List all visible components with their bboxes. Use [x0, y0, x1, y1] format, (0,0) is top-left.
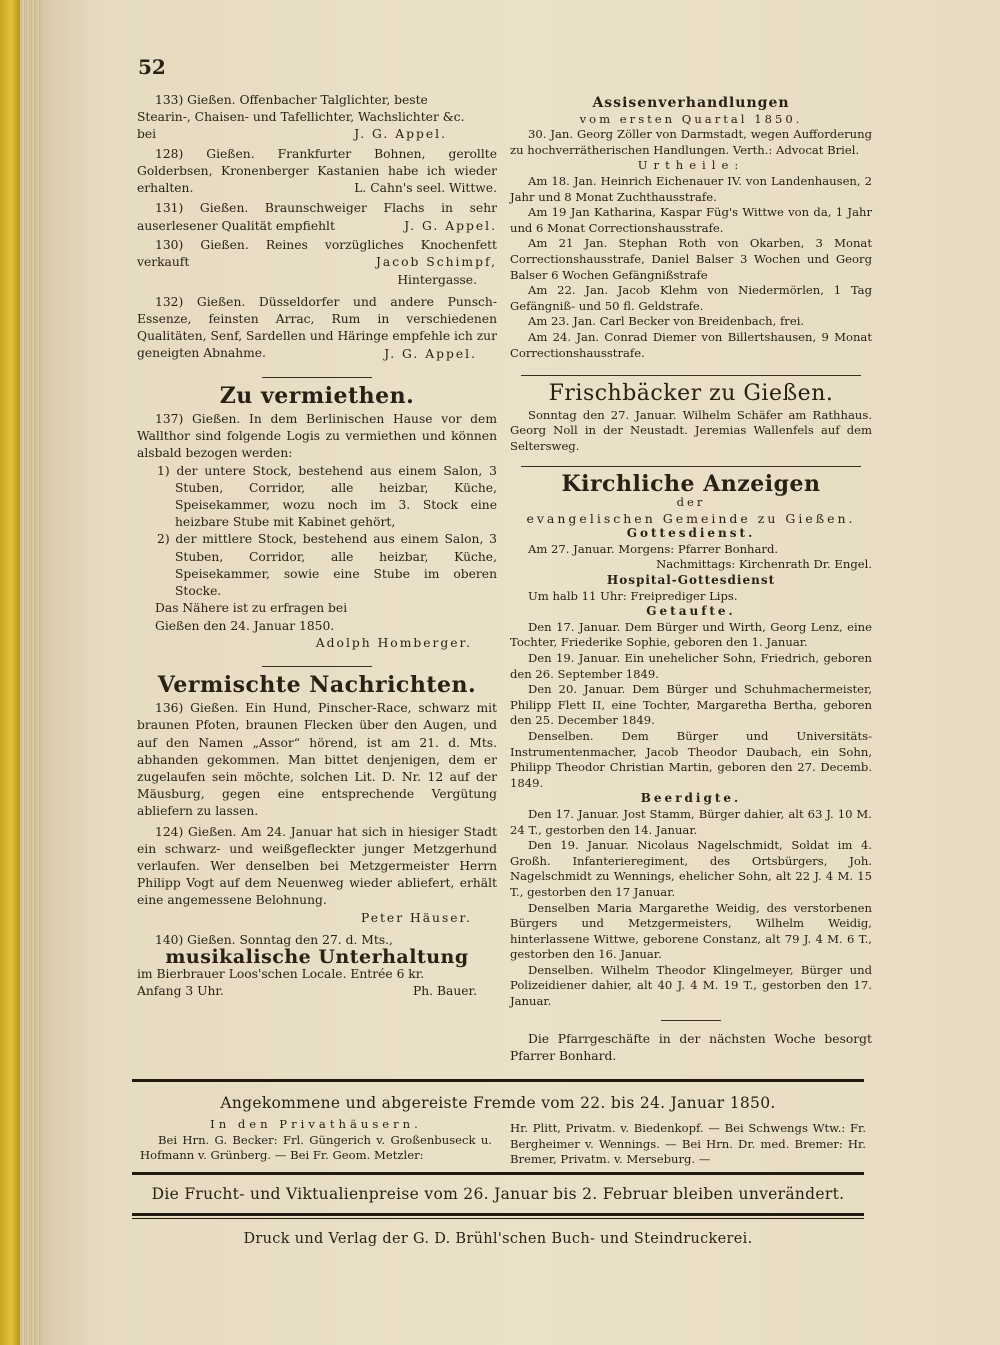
burial-entry: Denselben Maria Margarethe Weidig, des verstorbenen Bürgers und Metzgermeisters, Wilhelm Weidig, hinterlassene Wittwe, geborene Constanz, alt 79 J. 4 M. 6 T., gestorben den 16. Januar.: [510, 900, 872, 962]
divider: [521, 466, 861, 467]
rent-intro: 137) Gießen. In dem Berlinischen Hause vor dem Wallthor sind folgende Logis zu vermiethen und können alsbald bezogen werden:: [137, 412, 497, 461]
bakers-heading: Frischbäcker zu Gießen.: [548, 381, 834, 407]
ad-132: 132) Gießen. Düsseldorfer und andere Punsch-Essenze, feinsten Arrac, Rum in verschiedenen Qualitäten, Senf, Sardellen und Häringe empfehle ich zur geneigten Abnahme. J. G. Appel.: [137, 294, 497, 361]
burial-entry: Den 17. Januar. Jost Stamm, Bürger dahier, alt 63 J. 10 M. 24 T., gestorben den 14. Januar.: [510, 806, 872, 837]
buried-heading: Beerdigte.: [640, 791, 742, 806]
ad-130: 130) Gießen. Reines vorzügliches Knochenfett verkauft Jacob Schimpf, Hintergasse.: [137, 238, 497, 287]
divider: [661, 1020, 721, 1021]
baptism-entry: Den 20. Januar. Dem Bürger und Schuhmachermeister, Philipp Flett II, eine Tochter, Margaretha Bertha, geboren den 25. December 1849.: [510, 682, 872, 728]
misc-item-140: 140) Gießen. Sonntag den 27. d. Mts.,: [155, 932, 393, 947]
prices-section: [132, 1172, 864, 1247]
church-heading: Kirchliche Anzeigen: [561, 471, 821, 498]
verdict-item: Am 21 Jan. Stephan Roth von Okarben, 3 Monat Correctionshausstrafe, Daniel Balser 3 Wochen und Georg Balser 6 Wochen Gefängnißstrafe: [510, 236, 872, 282]
ad-131: 131) Gießen. Braunschweiger Flachs in sehr auserlesener Qualität empfiehlt J. G. Appel.: [137, 201, 497, 233]
verdict-item: Am 19 Jan Katharina, Kaspar Füg's Wittwe von da, 1 Jahr und 6 Monat Correctionshausstrafe.: [510, 205, 872, 235]
verdict-item: Am 23. Jan. Carl Becker von Breidenbach, frei.: [528, 314, 805, 329]
baptism-entry: Denselben. Dem Bürger und Universitäts-Instrumentenmacher, Jacob Theodor Daubach, ein Sohn, Philipp Theodor Christian Martin, geboren den 27. Decemb. 1849.: [510, 728, 872, 790]
divider: [262, 666, 372, 667]
baptised-heading: Getaufte.: [646, 604, 736, 619]
divider: [521, 375, 861, 376]
rent-more: Das Nähere ist zu erfragen bei: [155, 601, 348, 616]
rent-heading: Zu vermiethen.: [219, 382, 415, 409]
service-heading: Gottesdienst.: [626, 526, 756, 541]
service-afternoon: Nachmittags: Kirchenrath Dr. Engel.: [656, 557, 872, 572]
left-column: [137, 92, 497, 1001]
verdict-item: Am 18. Jan. Heinrich Eichenauer IV. von Landenhausen, 2 Jahr und 8 Monat Zuchthausstrafe.: [510, 173, 872, 204]
rent-signature: Adolph Homberger.: [315, 635, 472, 650]
misc-item-124: 124) Gießen. Am 24. Januar hat sich in hiesiger Stadt ein schwarz- und weißgefleckter junger Metzgerhund verlaufen. Wer denselben bei Metzgermeister Herrn Philipp Vogt auf dem Neuenweg wieder abliefert, erhält eine angemessene Belohnung.: [137, 824, 497, 908]
assise-heading: Assisenverhandlungen: [592, 95, 790, 111]
arrivals-right: [510, 1121, 866, 1168]
baptism-entry: Den 19. Januar. Ein unehelicher Sohn, Friedrich, geboren den 26. September 1849.: [510, 651, 872, 681]
verdict-item: Am 24. Jan. Conrad Diemer von Billertshausen, 9 Monat Correctionshausstrafe.: [510, 329, 872, 360]
concert-venue: im Bierbrauer Loos'schen Locale. Entrée 6 kr.: [137, 967, 425, 982]
concert-time: Anfang 3 Uhr.: [137, 984, 224, 999]
heavy-rule: [132, 1079, 864, 1082]
heavy-rule: [132, 1213, 864, 1216]
verdicts-heading: Urtheile:: [637, 158, 745, 173]
misc-item-124-signature: Peter Häuser.: [360, 910, 472, 925]
verdict-item: Am 22. Jan. Jacob Klehm von Niedermörlen, 1 Tag Gefängniß- und 50 fl. Geldstrafe.: [510, 283, 872, 313]
page-number: 52: [138, 55, 166, 79]
misc-heading: Vermischte Nachrichten.: [157, 671, 477, 698]
thin-rule: [132, 1218, 864, 1219]
ad-128: 128) Gießen. Frankfurter Bohnen, gerollte Golderbsen, Kronenberger Kastanien habe ich wieder erhalten. L. Cahn's seel. Wittwe.: [137, 146, 497, 196]
rent-item-1: 1) der untere Stock, bestehend aus einem Salon, 3 Stuben, Corridor, alle heizbar, Küche, Speisekammer, wozu noch im 3. Stock eine heizbare Stube mit Kabinet gehört,: [157, 463, 497, 530]
service-morning: Am 27. Januar. Morgens: Pfarrer Bonhard.: [528, 541, 779, 556]
arrivals-heading: Angekommene und abgereiste Fremde vom 22. bis 24. Januar 1850.: [220, 1094, 776, 1112]
arrivals-right-text: Hr. Plitt, Privatm. v. Biedenkopf. — Bei Schwengs Wtw.: Fr. Bergheimer v. Wennings. — Bei Hrn. Dr. med. Bremer: Hr. Bremer, Privatm. v. Merseburg. —: [510, 1121, 866, 1167]
rent-item-2: 2) der mittlere Stock, bestehend aus einem Salon, 3 Stuben, Corridor, alle heizbar, Küche, Speisekammer, sowie eine Stube im oberen Stocke.: [157, 532, 497, 599]
rent-date: Gießen den 24. Januar 1850.: [155, 618, 335, 633]
arrivals-section: [132, 1079, 864, 1112]
misc-item-136: 136) Gießen. Ein Hund, Pinscher-Race, schwarz mit braunen Pfoten, braunen Flecken über den Augen, und auf den Namen „Assor“ hörend, ist am 21. d. Mts. abhanden gekommen. Man bittet denjenigen, dem er zugelaufen sein möchte, solchen Lit. D. Nr. 12 auf der Mäusburg, gegen eine entsprechende Vergütung abliefern zu lassen.: [137, 701, 497, 819]
assise-subheading: vom ersten Quartal 1850.: [579, 111, 803, 126]
arrivals-left: [140, 1117, 492, 1164]
baptism-entry: Den 17. Januar. Dem Bürger und Wirth, Georg Lenz, eine Tochter, Friederike Sophie, geboren den 1. Januar.: [510, 619, 872, 650]
concert-signature: Ph. Bauer.: [412, 984, 477, 999]
right-column: [510, 96, 872, 1065]
prices-notice: Die Frucht- und Viktualienpreise vom 26. Januar bis 2. Februar bleiben unverändert.: [151, 1185, 845, 1203]
heavy-rule: [132, 1172, 864, 1175]
church-der: der: [676, 495, 706, 510]
ad-133: 133) Gießen. Offenbacher Talglichter, beste Stearin-, Chaisen- und Tafellichter, Wachslichter &c. bei J. G. Appel.: [137, 93, 465, 142]
church-subheading: evangelischen Gemeinde zu Gießen.: [526, 510, 856, 526]
burial-entry: Den 19. Januar. Nicolaus Nagelschmidt, Soldat im 4. Großh. Infanterieregiment, des Ortsbürgers, Joh. Nagelschmidt zu Wennings, ehelicher Sohn, alt 22 J. 4 M. 15 T., gestorben den 17 Januar.: [510, 838, 872, 899]
hospital-heading: Hospital-Gottesdienst: [606, 573, 776, 588]
bakers-text: Sonntag den 27. Januar. Wilhelm Schäfer am Rathhaus. Georg Noll in der Neustadt. Jeremias Wallenfels auf dem Seltersweg.: [510, 407, 872, 453]
pastor-note: Die Pfarrgeschäfte in der nächsten Woche besorgt Pfarrer Bonhard.: [510, 1031, 872, 1063]
divider: [262, 377, 372, 378]
private-houses-heading: In den Privathäusern.: [210, 1117, 422, 1131]
assise-text: 30. Jan. Georg Zöller von Darmstadt, wegen Aufforderung zu hochverrätherischen Handlungen. Verth.: Advocat Briel.: [510, 127, 872, 157]
concert-title: musikalische Unterhaltung: [165, 945, 469, 968]
arrivals-left-text: Bei Hrn. G. Becker: Frl. Güngerich v. Großenbuseck u. Hofmann v. Grünberg. — Bei Fr. Geom. Metzler:: [140, 1132, 492, 1163]
hospital-text: Um halb 11 Uhr: Freiprediger Lips.: [528, 588, 738, 603]
printer-imprint: Druck und Verlag der G. D. Brühl'schen Buch- und Steindruckerei.: [243, 1231, 753, 1247]
burial-entry: Denselben. Wilhelm Theodor Klingelmeyer, Bürger und Polizeidiener dahier, alt 40 J. 4 M. 19 T., gestorben den 17. Januar.: [510, 962, 872, 1009]
book-spine-edge: [0, 0, 20, 1345]
